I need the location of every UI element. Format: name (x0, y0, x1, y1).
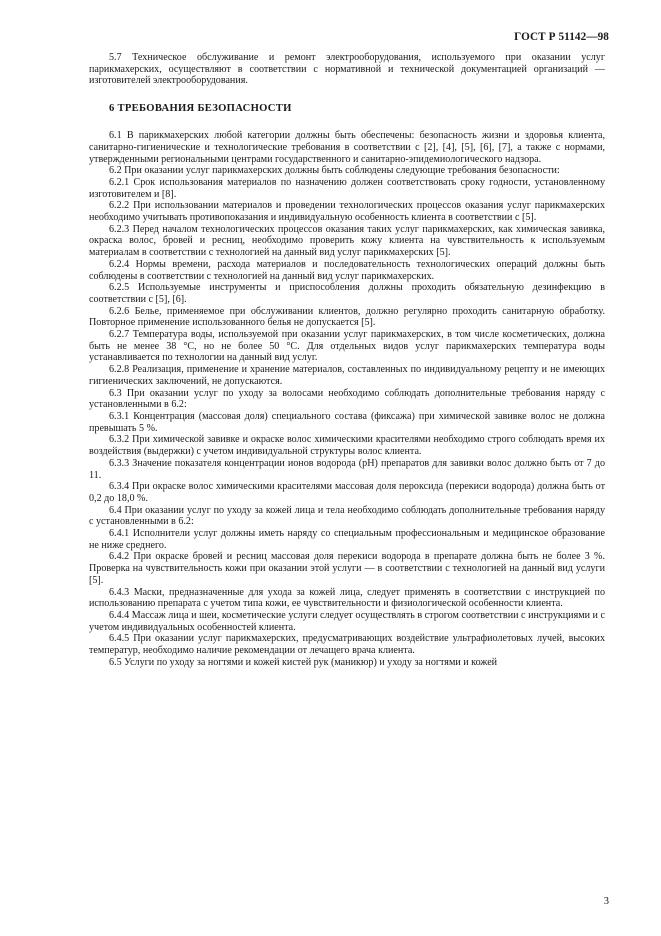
paragraph-6-4-4: 6.4.4 Массаж лица и шеи, косметические услуги следует осуществлять в строгом соответствии с инструкциями и с учетом индивидуальных особенностей клиента. (89, 609, 605, 633)
paragraph-6-3-4: 6.3.4 При окраске волос химическими красителями массовая доля пероксида (перекиси водорода) должна быть от 0,2 до 18,0 %. (89, 481, 605, 504)
paragraph-6-2-2: 6.2.2 При использовании материалов и проведении технологических процессов оказания услуг парикмахерских необходимо учитывать противопоказания и индивидуальную особенность клиента в соответствии с [5]. (89, 200, 605, 224)
paragraph-6-2-4: 6.2.4 Нормы времени, расхода материалов и последовательность технологических операций должны быть соблюдены в соответствии с технологией на данный вид услуг парикмахерских. (89, 258, 605, 282)
page-number: 3 (603, 896, 609, 907)
paragraph-6-4-5: 6.4.5 При оказании услуг парикмахерских, предусматривающих воздействие ультрафиолетовых лучей, высоких температур, необходимо наличие рекомендации от лечащего врача клиента. (89, 633, 605, 657)
document-body (89, 52, 605, 668)
paragraph-6-2-7: 6.2.7 Температура воды, используемой при оказании услуг парикмахерских, в том числе косметических, должна быть не менее 38 °C, но не более 50 °C. Для отдельных видов услуг парикмахерских температура воды устанавливается по технологии на данный вид услуг. (89, 329, 605, 364)
paragraph-6-3-1: 6.3.1 Концентрация (массовая доля) специального состава (фиксажа) при химической завивке волос не должна превышать 5 %. (89, 410, 605, 434)
paragraph-6-4-3: 6.4.3 Маски, предназначенные для ухода за кожей лица, следует применять в соответствии с инструкцией по использованию препарата с учетом типа кожи, ее чувствительности и физиологической особенности клиента. (89, 586, 605, 610)
paragraph-6-2-8: 6.2.8 Реализация, применение и хранение материалов, составленных по индивидуальному рецепту и не имеющих гигиенических заключений, не допускаются. (89, 364, 605, 387)
paragraph-6-3-3: 6.3.3 Значение показателя концентрации ионов водорода (pH) препаратов для завивки волос должно быть от 7 до 11. (89, 457, 605, 481)
paragraph-6-5: 6.5 Услуги по уходу за ногтями и кожей кистей рук (маникюр) и уходу за ногтями и кожей (109, 656, 498, 668)
paragraph-6-2-5: 6.2.5 Используемые инструменты и приспособления должны проходить обязательную дезинфекцию в соответствии с [5], [6]. (89, 282, 605, 305)
paragraph-6-1: 6.1 В парикмахерских любой категории должны быть обеспечены: безопасность жизни и здоровья клиента, санитарно-гигиенические и технологические требования в соответствии с [2], [4], [5], [6], [7], а также с нормами, утвержденными региональными центрами государственного и санитарно-эпидемиологического надзора. (89, 130, 605, 165)
section-title: 6 ТРЕБОВАНИЯ БЕЗОПАСНОСТИ (109, 103, 292, 115)
paragraph-5-7: 5.7 Техническое обслуживание и ремонт электрооборудования, используемого при оказании услуг парикмахерских, осуществляют в соответствии с нормативной и технической документацией организаций — изготовителей электрооборудования. (89, 52, 605, 87)
paragraph-6-2: 6.2 При оказании услуг парикмахерских должны быть соблюдены следующие требования безопасности: (109, 165, 560, 177)
paragraph-6-2-6: 6.2.6 Белье, применяемое при обслуживании клиентов, должно регулярно проходить санитарную обработку. Повторное применение использованного белья не допускается [5]. (89, 305, 605, 329)
paragraph-6-2-3: 6.2.3 Перед началом технологических процессов оказания таких услуг парикмахерских, как химическая завивка, окраска волос, бровей и ресниц, необходимо проверить кожу клиента на чувствительность к используемым материалам в соответствии с технологией на данный вид услуг парикмахерских [5]. (89, 223, 605, 259)
document-header-id: ГОСТ Р 51142—98 (514, 31, 609, 43)
paragraph-6-3-2: 6.3.2 При химической завивке и окраске волос химическими красителями необходимо строго соблюдать время их воздействия (выдержки) с учетом индивидуальной структуры волос клиента. (89, 434, 605, 458)
paragraph-6-4: 6.4 При оказании услуг по уходу за кожей лица и тела необходимо соблюдать дополнительные требования наряду с установленными в 6.2: (89, 504, 605, 528)
paragraph-6-3: 6.3 При оказании услуг по уходу за волосами необходимо соблюдать дополнительные требования наряду с установленными в 6.2: (89, 387, 605, 411)
paragraph-6-2-1: 6.2.1 Срок использования материалов по назначению должен соответствовать сроку годности, установленному изготовителем и [8]. (89, 176, 605, 200)
paragraph-6-4-1: 6.4.1 Исполнители услуг должны иметь наряду со специальным профессиональным и медицинское образование не ниже среднего. (89, 528, 605, 551)
paragraph-6-4-2: 6.4.2 При окраске бровей и ресниц массовая доля перекиси водорода в препарате должна быть не более 3 %. Проверка на чувствительность кожи при оказании этой услуги — в соответствии с технологией на данный вид услуги [5]. (89, 551, 605, 586)
